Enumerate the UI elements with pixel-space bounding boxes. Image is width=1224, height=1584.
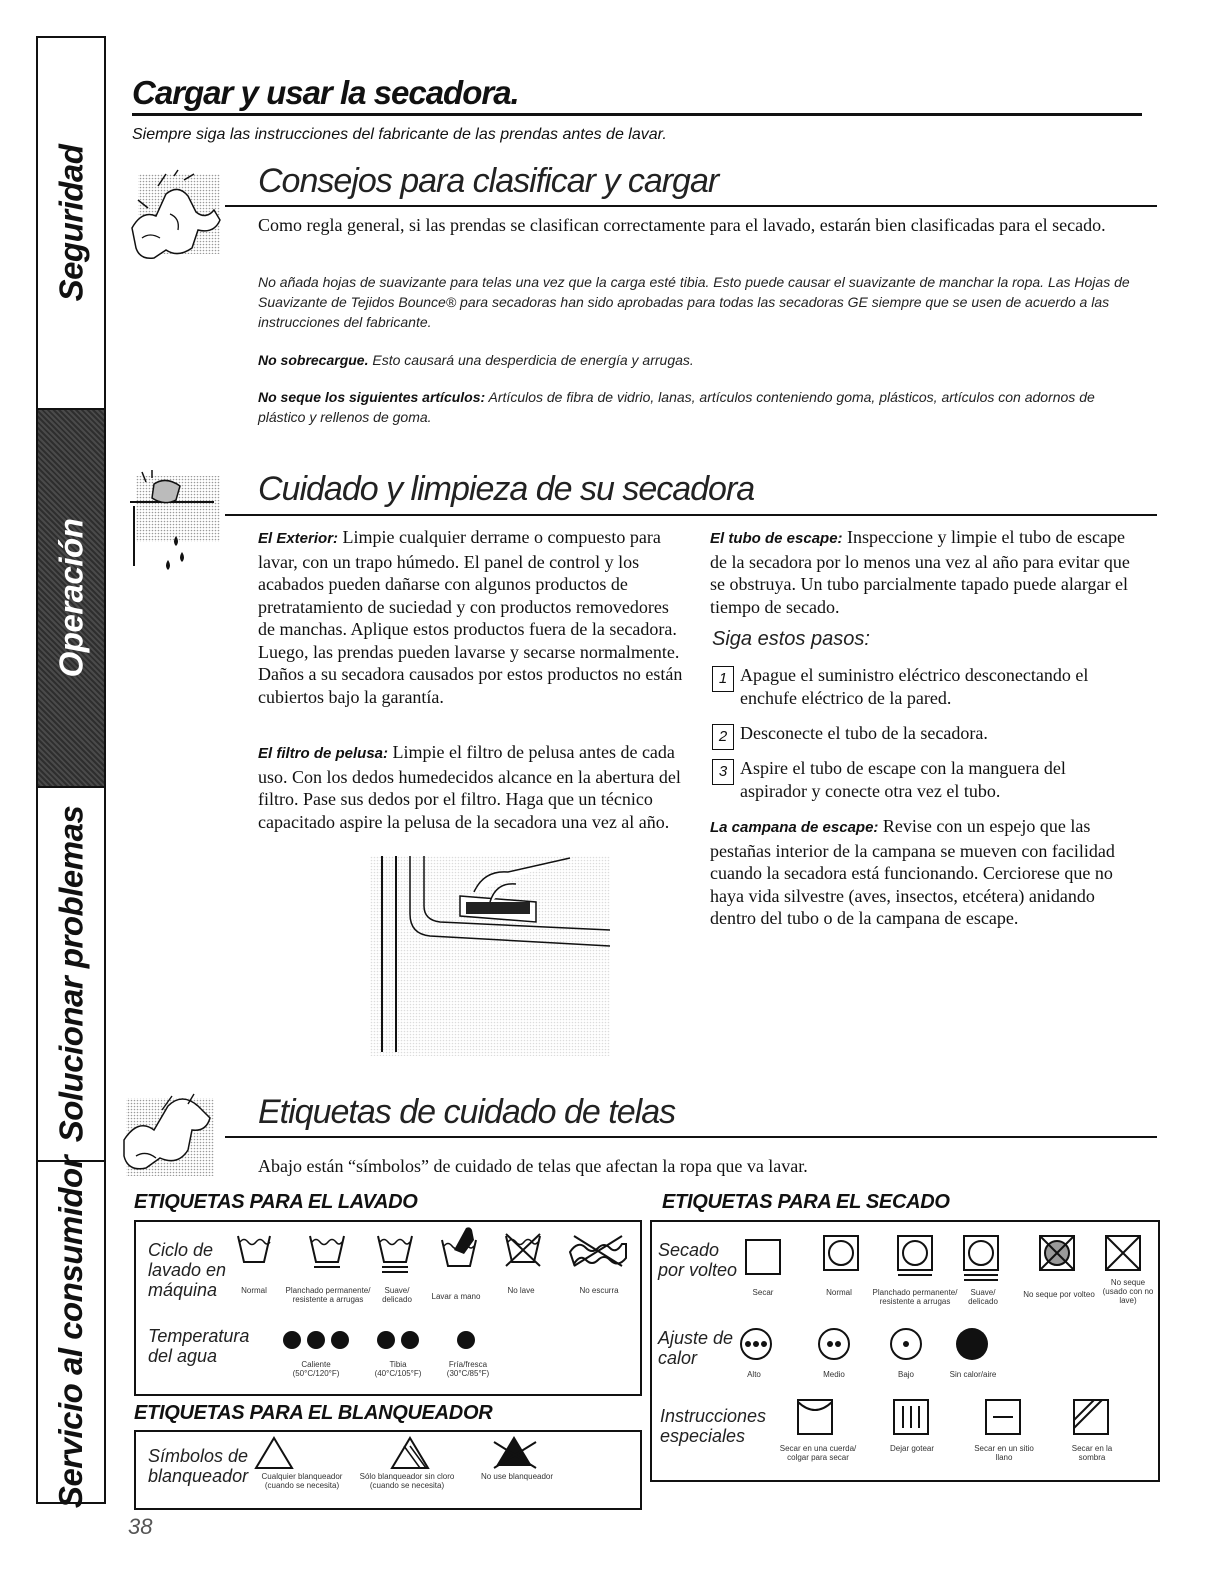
do-not-tumble-dry-icon	[1038, 1234, 1078, 1274]
wash-labels-heading: ETIQUETAS PARA EL LAVADO	[134, 1191, 418, 1213]
wash-labels-box	[134, 1220, 642, 1396]
warm-water-icon	[376, 1328, 422, 1352]
heat-setting-label: Ajuste de calor	[658, 1328, 734, 1368]
cleaning-illustration	[118, 466, 228, 576]
bleach-labels-heading: ETIQUETAS PARA EL BLANQUEADOR	[134, 1402, 493, 1424]
do-not-wring-icon	[566, 1234, 630, 1268]
tumble-permanent-press-icon	[896, 1234, 936, 1278]
cap-drip-dry: Dejar gotear	[889, 1444, 935, 1453]
step-number: 3	[712, 759, 734, 785]
heat-high-icon	[738, 1326, 774, 1362]
cap-hot: Caliente (50°C/120°F)	[292, 1360, 340, 1378]
lint-filter-paragraph: El filtro de pelusa: Limpie el filtro de pelusa antes de cada uso. Con los dedos humedecidos alcance en la abertura del filtro. Pase sus dedos por el filtro. Haga que un técnico capacitado aspire la pelusa de la secadora una vez al año.	[258, 742, 681, 832]
tab-seguridad[interactable]: Seguridad	[38, 38, 104, 410]
cap-do-not-wash: No lave	[507, 1286, 535, 1295]
cap-dry-permanent-press: Planchado permanente/ resistente a arrugas	[872, 1288, 958, 1306]
cap-do-not-dry: No seque (usado con no lave)	[1102, 1278, 1154, 1305]
cap-non-chlorine-bleach: Sólo blanqueador sin cloro (cuando se necesita)	[359, 1472, 455, 1490]
cap-warm: Tibia (40°C/105°F)	[374, 1360, 422, 1378]
bleach-symbols-label: Símbolos de blanqueador	[148, 1446, 249, 1486]
labels-intro: Abajo están “símbolos” de cuidado de telas que afectan la ropa que va lavar.	[258, 1156, 808, 1176]
cap-dry-delicate: Suave/ delicado	[968, 1288, 998, 1306]
cap-low: Bajo	[897, 1370, 914, 1379]
tub-permanent-press-icon	[308, 1232, 348, 1272]
side-tabs	[36, 36, 106, 1509]
tab-solucionar-problemas[interactable]: Solucionar problemas	[38, 788, 104, 1162]
page-title: Cargar y usar la secadora.	[132, 74, 519, 111]
do-not-wash-icon	[504, 1232, 544, 1268]
section-rule	[225, 205, 1157, 207]
cap-permanent-press: Planchado permanente/ resistente a arrugas	[285, 1286, 371, 1304]
tub-hand-wash-icon	[438, 1224, 482, 1272]
step-number: 2	[712, 724, 734, 750]
step-number: 1	[712, 666, 734, 692]
cap-no-heat: Sin calor/aire	[949, 1370, 997, 1379]
cap-dry: Secar	[752, 1288, 774, 1297]
section-heading-care: Cuidado y limpieza de su secadora	[258, 470, 755, 508]
title-rule	[132, 113, 1142, 116]
dry-labels-box	[650, 1220, 1160, 1482]
cap-cold: Fría/fresca (30°C/85°F)	[446, 1360, 490, 1378]
section-heading-sorting: Consejos para clasificar y cargar	[258, 162, 719, 200]
bleach-labels-box	[134, 1430, 642, 1510]
cap-normal: Normal	[241, 1286, 267, 1295]
cap-medium: Medio	[823, 1370, 845, 1379]
any-bleach-icon	[254, 1436, 294, 1470]
overload-note: No sobrecargue. Esto causará una desperdicia de energía y arrugas.	[258, 352, 694, 368]
steps-title: Siga estos pasos:	[712, 628, 870, 650]
tab-operacion[interactable]: Operación	[38, 410, 104, 788]
do-not-dry-icon	[1104, 1234, 1144, 1274]
step-3	[712, 757, 1132, 802]
section-rule	[225, 514, 1157, 516]
cap-dry-normal: Normal	[826, 1288, 852, 1297]
exhaust-hood-paragraph: La campana de escape: Revise con un espejo que las pestañas interior de la campana se mueven con facilidad cuando la secadora está funcionando. Cerciorese que no haya vida silvestre (aves, insectos, etcétera) anidando dentro del tubo o de la campana de escape.	[710, 816, 1115, 928]
tumble-delicate-icon	[962, 1234, 1002, 1282]
clothes-pile-illustration	[118, 168, 226, 260]
no-dry-note: No seque los siguientes artículos: Artículos de fibra de vidrio, lanas, artículos conteniendo goma, plásticos, artículos con adornos de plástico y rellenos de goma.	[258, 389, 1095, 425]
drip-dry-icon	[892, 1398, 932, 1438]
non-chlorine-bleach-icon	[390, 1436, 430, 1470]
tab-servicio-consumidor[interactable]: Servicio al consumidor	[52, 1155, 89, 1509]
cap-hand-wash: Lavar a mano	[431, 1292, 481, 1301]
step-text: Aspire el tubo de escape con la manguera del aspirador y conecte otra vez el tubo.	[740, 758, 1066, 801]
cap-no-bleach: No use blanqueador	[480, 1472, 554, 1481]
no-heat-icon	[954, 1326, 990, 1362]
no-bleach-icon	[486, 1434, 542, 1470]
dry-labels-heading: ETIQUETAS PARA EL SECADO	[662, 1191, 950, 1213]
exterior-paragraph: El Exterior: Limpie cualquier derrame o compuesto para lavar, con un trapo húmedo. El panel de control y los acabados pueden dañarse con algunos productos de pretratamiento de suciedad y con productos removedores de manchas. Aplique estos productos fuera de la secadora. Luego, las prendas pueden lavarse y secarse normalmente. Daños a su secadora causados por estos productos no están cubiertos bajo la garantía.	[258, 527, 683, 707]
section-rule	[225, 1136, 1157, 1138]
cap-high: Alto	[747, 1370, 761, 1379]
section-heading-labels: Etiquetas de cuidado de telas	[258, 1093, 676, 1131]
tumble-dry-label: Secado por volteo	[658, 1240, 738, 1280]
heat-low-icon	[888, 1326, 924, 1362]
heat-medium-icon	[816, 1326, 852, 1362]
page-subtitle: Siempre siga las instrucciones del fabricante de las prendas antes de lavar.	[132, 126, 667, 143]
exhaust-paragraph: El tubo de escape: Inspeccione y limpie el tubo de escape de la secadora por lo menos una vez al año para evitar que se obstruya. Un tubo parcialmente tapado puede alargar el tiempo de secado.	[710, 527, 1130, 617]
line-dry-icon	[796, 1398, 836, 1438]
water-temp-label: Temperatura del agua	[148, 1326, 250, 1366]
tub-delicate-icon	[376, 1232, 416, 1276]
cap-any-bleach: Cualquier blanqueador (cuando se necesita)	[261, 1472, 343, 1490]
hot-water-icon	[282, 1328, 352, 1352]
page-number: 38	[128, 1514, 153, 1539]
step-text: Desconecte el tubo de la secadora.	[740, 723, 988, 743]
tub-normal-icon	[236, 1232, 272, 1268]
cap-dry-shade: Secar en la sombra	[1071, 1444, 1113, 1462]
special-instructions-label: Instrucciones especiales	[660, 1406, 767, 1446]
cap-dry-flat: Secar en un sitio llano	[974, 1444, 1034, 1462]
dry-in-shade-icon	[1072, 1398, 1112, 1438]
sorting-intro: Como regla general, si las prendas se clasifican correctamente para el lavado, estarán bien clasificadas para el secado.	[258, 215, 1106, 235]
cap-delicate: Suave/ delicado	[382, 1286, 412, 1304]
cold-water-icon	[454, 1328, 478, 1352]
fabric-illustration	[118, 1090, 218, 1182]
softener-note: No añada hojas de suavizante para telas una vez que la carga esté tibia. Esto puede causar el suavizante de manchar la ropa. Las Hojas de Suavizante de Tejidos Bounce® para secadoras han sido aprobadas para todas las secadoras GE siempre que se usen de acuerdo a las instrucciones del fabricante.	[258, 274, 1130, 330]
step-text: Apague el suministro eléctrico desconectando el enchufe eléctrico de la pared.	[740, 665, 1089, 708]
wash-cycle-label: Ciclo de lavado en máquina	[148, 1240, 227, 1300]
lint-filter-illustration	[370, 856, 610, 1056]
cap-do-not-tumble: No seque por volteo	[1023, 1290, 1095, 1299]
cap-line-dry: Secar en una cuerda/ colgar para secar	[779, 1444, 857, 1462]
step-1	[712, 664, 1132, 709]
tumble-dry-icon	[744, 1238, 782, 1276]
dry-flat-icon	[984, 1398, 1024, 1438]
step-2	[712, 722, 1132, 750]
cap-do-not-wring: No escurra	[579, 1286, 619, 1295]
tumble-normal-icon	[822, 1234, 862, 1274]
